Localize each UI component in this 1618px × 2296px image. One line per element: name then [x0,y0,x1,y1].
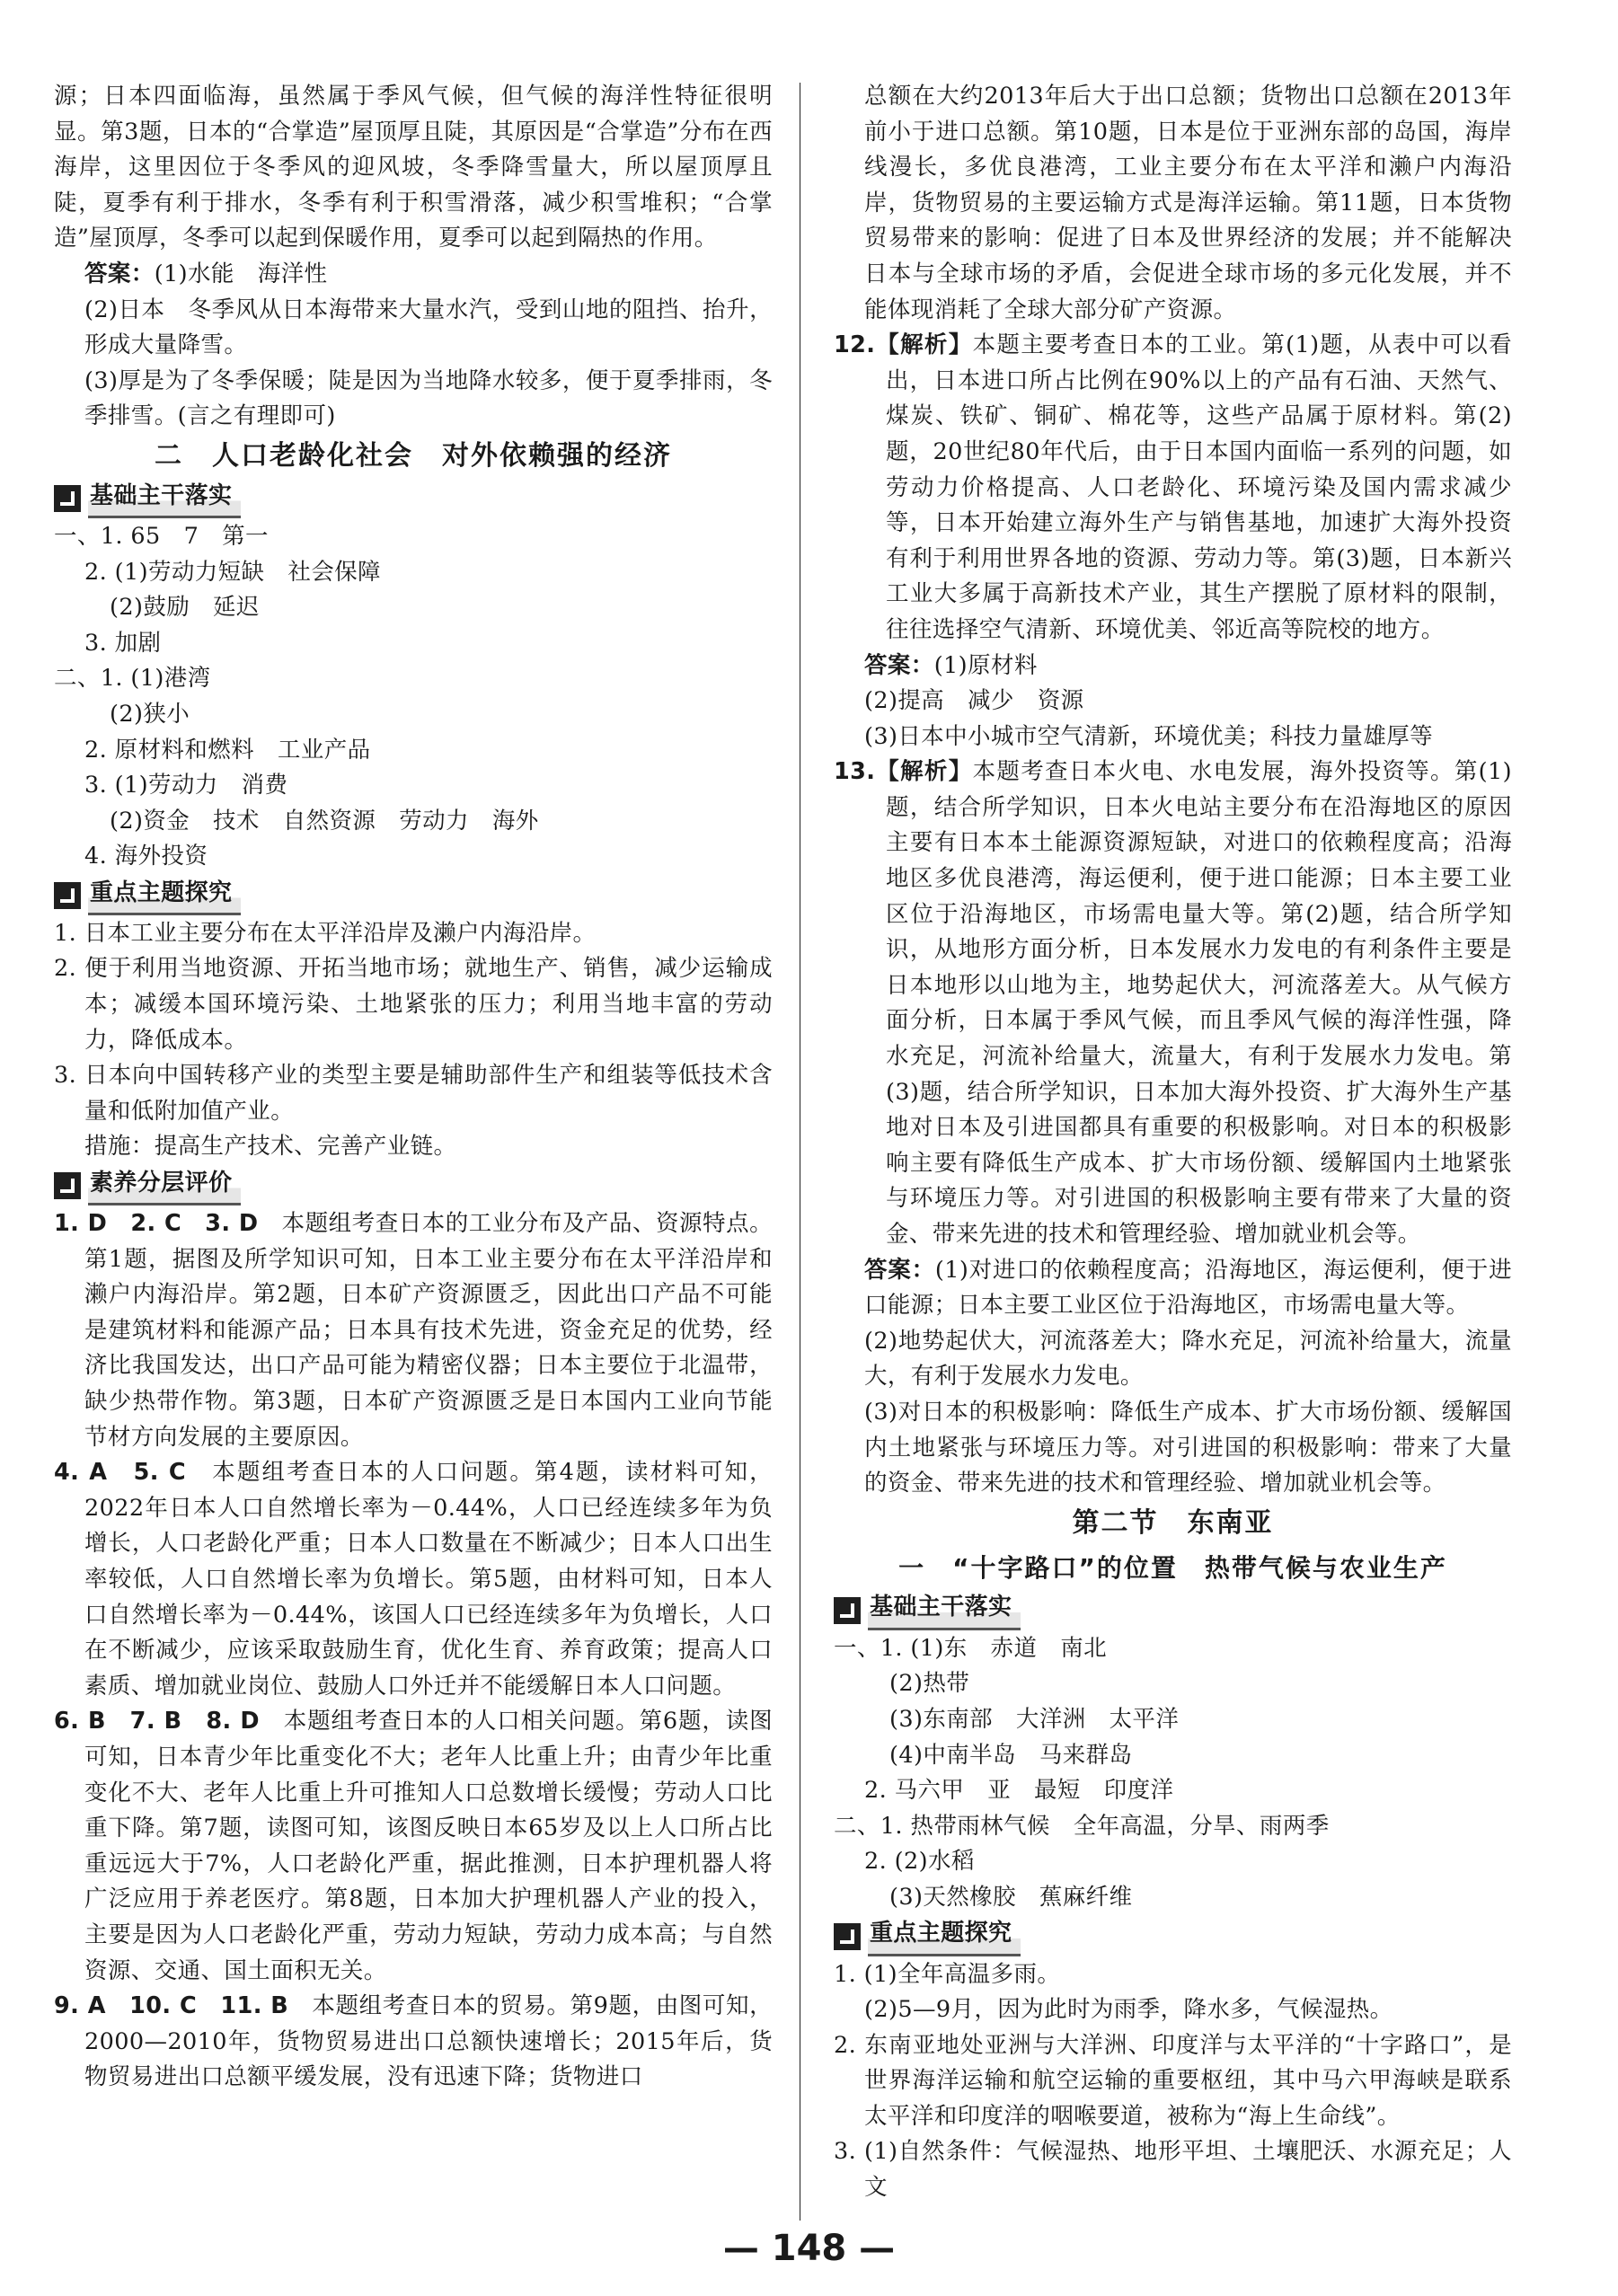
list-item: 3. 日本向中国转移产业的类型主要是辅助部件生产和组装等低技术含量和低附加值产业。 [54,1062,773,1125]
list-item: 3. 加剧 [84,629,162,657]
list-item: 二、1. (1)港湾 [54,665,211,693]
answer-line: (3)对日本的积极影响：降低生产成本、扩大市场份额、缓解国内土地紧张与环境压力等。对引进国的积极影响：带来了大量的资金、带来先进的技术和管理经验、增加就业机会等。 [864,1398,1512,1497]
list-item: 2. 东南亚地处亚洲与大洋洲、印度洋与太平洋的“十字路口”，是世界海洋运输和航空运输的重要枢纽，其中马六甲海峡是联系太平洋和印度洋的咽喉要道，被称为“海上生命线”。 [834,2031,1512,2130]
section-title: 二 人口老龄化社会 对外依赖强的经济 [155,439,672,472]
answer-line: (2)地势起伏大，河流落差大；降水充足，河流补给量大，流量大，有利于发展水力发电。 [864,1327,1512,1391]
list-item: 4. 海外投资 [84,843,208,870]
list-item: (3)东南部 大洋洲 太平洋 [889,1705,1180,1733]
list-item: (3)天然橡胶 蕉麻纤维 [889,1883,1133,1911]
arrow-icon [54,485,81,512]
list-item: 1. 日本工业主要分布在太平洋沿岸及濑户内海沿岸。 [54,919,597,947]
list-item: (2)资金 技术 自然资源 劳动力 海外 [110,807,539,835]
list-item: 2. 马六甲 亚 最短 印度洋 [864,1777,1174,1805]
list-item: 2. 原材料和燃料 工业产品 [84,736,371,764]
section-banner: 素养分层评价 [54,1169,773,1203]
list-item: (2)5—9月，因为此时为雨季，降水多，气候湿热。 [864,1996,1393,2024]
left-column [54,79,773,2096]
list-item: 2. (1)劳动力短缺 社会保障 [84,558,381,586]
section-banner: 基础主干落实 [834,1594,1512,1628]
list-item: 3. (1)劳动力 消费 [84,772,288,799]
chapter-title: 第二节 东南亚 [1072,1506,1274,1539]
answer-label: 答案： [84,260,155,287]
arrow-icon [834,1923,861,1950]
section-banner: 重点主题探究 [54,879,773,913]
arrow-icon [834,1597,861,1624]
question-explanation: 1. D 2. C 3. D 本题组考查日本的工业分布及产品、资源特点。第1题，据图及所学知识可知，日本工业主要分布在太平洋沿岸和濑户内海沿岸。第2题，日本矿产资源匮乏，因此出口产品不可能是建筑材料和能源产品；日本具有技术先进，资金充足的优势，经济比我国发达，出口产品可能为精密仪器；日本主要位于北温带，缺少热带作物。第3题，日本矿产资源匮乏是日本国内工业向节能节材方向发展的主要原因。 [54,1210,773,1451]
arrow-icon [54,1172,81,1199]
right-column [834,79,1512,2206]
list-item: (2)狭小 [110,700,190,728]
list-item: 一、1. 65 7 第一 [54,522,269,550]
question-explanation: 9. A 10. C 11. B 本题组考查日本的贸易。第9题，由图可知，2000—2010年，货物贸易进出口总额快速增长；2015年后，货物贸易进出口总额平缓发展，没有迅速下降；货物进口 [54,1992,774,2091]
list-item: 3. (1)自然条件：气候湿热、地形平坦、土壤肥沃、水源充足；人文 [834,2138,1512,2202]
list-item: (2)鼓励 延迟 [110,594,260,622]
question-explanation: 13.【解析】本题考查日本火电、水电发展，海外投资等。第(1)题，结合所学知识，日本火电站主要分布在沿海地区的原因主要有日本本土能源资源短缺，对进口的依赖程度高；沿海地区多优良港湾，海运便利，便于进口能源；日本主要工业区位于沿海地区，市场需电量大等。第(2)题，结合所学知识，从地形方面分析，日本发展水力发电的有利条件主要是日本地形以山地为主，地势起伏大，河流落差大。从气候方面分析，日本属于季风气候，而且季风气候的海洋性强，降水充足，河流补给量大，流量大，有利于发展水力发电。第(3)题，结合所学知识，日本加大海外投资、扩大海外生产基地对日本及引进国都具有重要的积极影响。对日本的积极影响主要有降低生产成本、扩大市场份额、缓解国内土地紧张与环境压力等。对引进国的积极影响主要有带来了大量的资金、带来先进的技术和管理经验、增加就业机会等。 [834,758,1512,1248]
list-item: 1. (1)全年高温多雨。 [834,1960,1061,1988]
list-item: 一、1. (1)东 赤道 南北 [834,1634,1108,1662]
answer-line: 答案：(1)原材料 [864,651,1038,679]
paragraph: 源；日本四面临海，虽然属于季风气候，但气候的海洋性特征很明显。第3题，日本的“合掌造”屋顶厚且陡，其原因是“合掌造”分布在西海岸，这里因位于冬季风的迎风坡，冬季降雪量大，所以屋顶厚且陡，夏季有利于排水，冬季有利于积雪滑落，减少积雪堆积；“合掌造”屋顶厚，冬季可以起到保暖作用，夏季可以起到隔热的作用。 [54,83,773,252]
question-explanation: 4. A 5. C 本题组考查日本的人口问题。第4题，读材料可知，2022年日本人口自然增长率为－0.44%，人口已经连续多年为负增长，人口老龄化严重；日本人口数量在不断减少；日本人口出生率较低，人口自然增长率为负增长。第5题，由材料可知，日本人口自然增长率为－0.44%，该国人口已经连续多年为负增长，人口在不断减少，应该采取鼓励生育，优化生育、养育政策；提高人口素质、增加就业岗位、鼓励人口外迁并不能缓解日本人口问题。 [54,1459,773,1700]
answer-line: (2)提高 减少 资源 [864,687,1084,715]
paragraph: 总额在大约2013年后大于出口总额；货物出口总额在2013年前小于进口总额。第10题，日本是位于亚洲东部的岛国，海岸线漫长，多优良港湾，工业主要分布在太平洋和濑户内海沿岸，货物贸易的主要运输方式是海洋运输。第11题，日本货物贸易带来的影响：促进了日本及世界经济的发展；并不能解决日本与全球市场的矛盾，会促进全球市场的多元化发展，并不能体现消耗了全球大部分矿产资源。 [864,83,1512,323]
list-item: (2)热带 [889,1670,970,1698]
answer-line: 答案：(1)水能 海洋性 [84,260,328,287]
section-title: 一 “十字路口”的位置 热带气候与农业生产 [898,1552,1447,1583]
answer-line: 答案：(1)对进口的依赖程度高；沿海地区，海运便利，便于进口能源；日本主要工业区位于沿海地区，市场需电量大等。 [864,1256,1512,1320]
question-explanation: 12.【解析】本题主要考查日本的工业。第(1)题，从表中可以看出，日本进口所占比例在90%以上的产品有石油、天然气、煤炭、铁矿、铜矿、棉花等，这些产品属于原材料。第(2)题，20世纪80年代后，由于日本国内面临一系列的问题，如劳动力价格提高、人口老龄化、环境污染及国内需求减少等，日本开始建立海外生产与销售基地，加速扩大海外投资有利于利用世界各地的资源、劳动力等。第(3)题，日本新兴工业大多属于高新技术产业，其生产摆脱了原材料的限制，往往选择空气清新、环境优美、邻近高等院校的地方。 [834,331,1512,643]
list-item: 措施：提高生产技术、完善产业链。 [84,1133,457,1161]
page-number: — 148 — [722,2228,896,2269]
list-item: 2. (2)水稻 [864,1848,975,1876]
section-banner: 重点主题探究 [834,1920,1512,1954]
question-explanation: 6. B 7. B 8. D 本题组考查日本的人口相关问题。第6题，读图可知，日本青少年比重变化不大；老年人比重上升；由青少年比重变化不大、老年人比重上升可推知人口总数增长缓慢；劳动人口比重下降。第7题，读图可知，该图反映日本65岁及以上人口所占比重远远大于7%，人口老龄化严重，据此推测，日本护理机器人将广泛应用于养老医疗。第8题，日本加大护理机器人产业的投入，主要是因为人口老龄化严重，劳动力短缺，劳动力成本高；与自然资源、交通、国土面积无关。 [54,1708,773,1984]
list-item: 二、1. 热带雨林气候 全年高温，分旱、雨两季 [834,1812,1330,1840]
section-banner: 基础主干落实 [54,481,773,516]
list-item: 2. 便于利用当地资源、开拓当地市场；就地生产、销售，减少运输成本；减缓本国环境污染、土地紧张的压力；利用当地丰富的劳动力，降低成本。 [54,955,773,1054]
answer-line: (3)厚是为了冬季保暖；陡是因为当地降水较多，便于夏季排雨，冬季排雪。(言之有理即可) [84,366,773,430]
arrow-icon [54,882,81,909]
answer-line: (2)日本 冬季风从日本海带来大量水汽，受到山地的阻挡、抬升，形成大量降雪。 [84,296,773,359]
answer-line: (3)日本中小城市空气清新，环境优美；科技力量雄厚等 [864,722,1434,750]
list-item: (4)中南半岛 马来群岛 [889,1741,1133,1769]
